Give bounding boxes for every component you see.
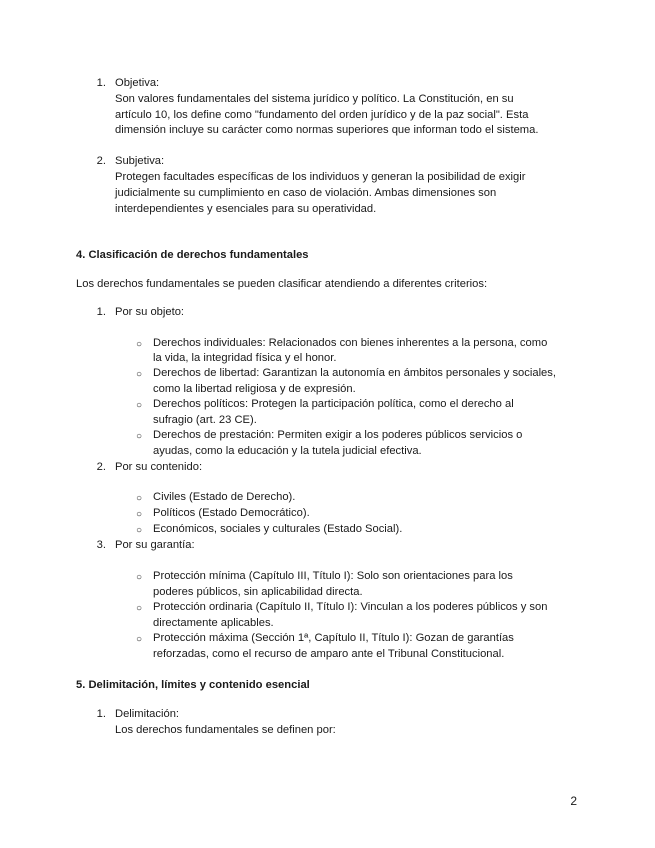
list-number: 1. [96,77,106,89]
bullet-icon: ○ [136,493,143,504]
paragraph-line: Son valores fundamentales del sistema jurídico y político. La Constitución, en su [115,93,514,105]
list-number: 1. [96,306,106,318]
bullet-icon: ○ [136,339,143,350]
bullet-line: directamente aplicables. [153,617,274,629]
bullet-icon: ○ [136,572,143,583]
bullet-line: Económicos, sociales y culturales (Estado Social). [153,523,403,535]
bullet-line: la vida, la integridad física y el honor. [153,352,337,364]
paragraph-line: Los derechos fundamentales se definen por: [115,724,336,736]
bullet-line: sufragio (art. 23 CE). [153,414,257,426]
paragraph-line: interdependientes y esenciales para su operatividad. [115,203,377,215]
section-heading: 5. Delimitación, límites y contenido esencial [76,679,310,691]
list-item-title: Por su contenido: [115,461,203,473]
paragraph-line: Protegen facultades específicas de los individuos y generan la posibilidad de exigir [115,171,526,183]
bullet-line: poderes públicos, sin aplicabilidad directa. [153,586,363,598]
section-heading: 4. Clasificación de derechos fundamentales [76,249,309,261]
bullet-line: Protección mínima (Capítulo III, Título I): Solo son orientaciones para los [153,570,513,582]
bullet-icon: ○ [136,431,143,442]
list-item-title: Subjetiva: [115,155,165,167]
list-number: 1. [96,708,106,720]
bullet-line: Protección ordinaria (Capítulo II, Título I): Vinculan a los poderes públicos y son [153,601,548,613]
bullet-icon: ○ [136,603,143,614]
paragraph-line: dimensión incluye su carácter como normas superiores que informan todo el sistema. [115,124,539,136]
bullet-icon: ○ [136,509,143,520]
paragraph-line: artículo 10, los define como "fundamento del orden jurídico y de la paz social". Esta [115,109,529,121]
bullet-line: Derechos políticos: Protegen la participación política, como el derecho al [153,398,514,410]
list-item-title: Objetiva: [115,77,160,89]
list-item-title: Por su garantía: [115,539,195,551]
bullet-line: Derechos de prestación: Permiten exigir a los poderes públicos servicios o [153,429,523,441]
paragraph-line: judicialmente su cumplimiento en caso de violación. Ambas dimensiones son [115,187,497,199]
bullet-icon: ○ [136,525,143,536]
bullet-icon: ○ [136,369,143,380]
bullet-line: reforzadas, como el recurso de amparo ante el Tribunal Constitucional. [153,648,505,660]
bullet-line: Civiles (Estado de Derecho). [153,491,296,503]
list-item-title: Delimitación: [115,708,180,720]
list-number: 3. [96,539,106,551]
bullet-line: Derechos de libertad: Garantizan la autonomía en ámbitos personales y sociales, [153,367,556,379]
section-intro: Los derechos fundamentales se pueden clasificar atendiendo a diferentes criterios: [76,278,488,290]
page-number: 2 [570,794,577,808]
list-item-title: Por su objeto: [115,306,185,318]
bullet-line: Protección máxima (Sección 1ª, Capítulo II, Título I): Gozan de garantías [153,632,514,644]
list-number: 2. [96,155,106,167]
bullet-line: Políticos (Estado Democrático). [153,507,310,519]
bullet-line: como la libertad religiosa y de expresión. [153,383,356,395]
bullet-line: Derechos individuales: Relacionados con bienes inherentes a la persona, como [153,337,548,349]
bullet-icon: ○ [136,400,143,411]
list-number: 2. [96,461,106,473]
bullet-icon: ○ [136,634,143,645]
bullet-line: ayudas, como la educación y la tutela judicial efectiva. [153,445,422,457]
